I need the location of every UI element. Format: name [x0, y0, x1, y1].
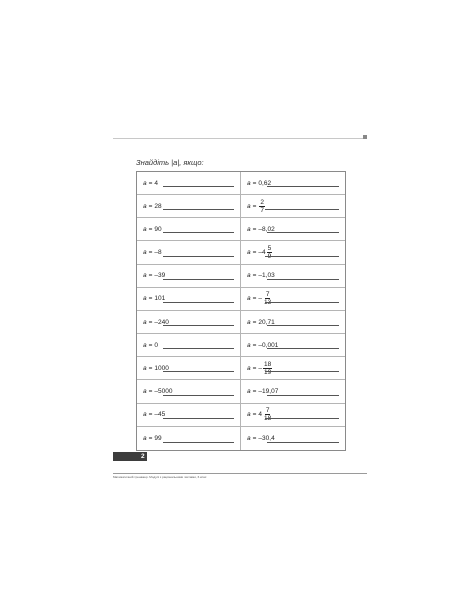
answer-blank[interactable] — [163, 442, 234, 443]
variable-label: a — [143, 364, 147, 372]
exercise-cell-right — [241, 404, 345, 427]
exercise-value: 20,71 — [258, 318, 275, 326]
exercise-cell-right — [241, 172, 345, 195]
exercise-cell-right — [241, 334, 345, 357]
fraction — [263, 407, 272, 422]
answer-blank[interactable] — [267, 186, 339, 187]
equals-sign: = — [148, 341, 153, 349]
exercise-value: –30,4 — [258, 434, 275, 442]
exercise-value: –39 — [154, 272, 166, 280]
fraction — [267, 245, 273, 260]
variable-label: a — [247, 225, 251, 233]
exercise-cell-left — [137, 380, 241, 403]
exercise-cell-left — [137, 311, 241, 334]
exercise-value: –4 — [258, 249, 266, 257]
instruction-suffix: , якщо: — [179, 158, 204, 167]
footer-text: Математичний тренажер. Модулі з раціональними числами, 6 клас — [113, 475, 207, 479]
exercise-cell-right — [241, 288, 345, 311]
equals-sign: = — [252, 364, 257, 372]
variable-label: a — [143, 318, 147, 326]
equals-sign: = — [252, 179, 257, 187]
variable-label: a — [143, 295, 147, 303]
exercise-cell-right — [241, 265, 345, 288]
fraction-denominator: 18 — [264, 415, 272, 423]
equals-sign: = — [148, 318, 153, 326]
exercise-expression — [247, 407, 272, 422]
equals-sign: = — [148, 295, 153, 303]
page-number: 2 — [141, 453, 145, 460]
variable-label: a — [247, 179, 251, 187]
answer-blank[interactable] — [163, 256, 234, 257]
equals-sign: = — [148, 249, 153, 257]
answer-blank[interactable] — [163, 302, 234, 303]
exercise-cell-right — [241, 357, 345, 380]
equals-sign: = — [252, 318, 257, 326]
answer-blank[interactable] — [265, 256, 339, 257]
exercise-value: 4 — [258, 411, 263, 419]
variable-label: a — [247, 249, 251, 257]
variable-label: a — [247, 411, 251, 419]
exercise-expression — [247, 361, 272, 376]
answer-blank[interactable] — [163, 209, 234, 210]
fraction-numerator: 5 — [267, 245, 272, 253]
exercise-value: –8 — [154, 249, 162, 257]
equals-sign: = — [252, 341, 257, 349]
fraction-denominator: 7 — [260, 206, 265, 214]
exercise-expression — [143, 249, 162, 256]
equals-sign: = — [148, 202, 153, 210]
variable-label: a — [143, 434, 147, 442]
variable-label: a — [143, 272, 147, 280]
task-instruction — [136, 158, 204, 167]
exercise-cell-right — [241, 380, 345, 403]
exercise-cell-left — [137, 334, 241, 357]
variable-label: a — [143, 179, 147, 187]
answer-blank[interactable] — [265, 418, 339, 419]
fraction-numerator: 2 — [260, 198, 265, 206]
exercise-value: 0,62 — [258, 179, 272, 187]
exercise-value: –0,001 — [258, 341, 279, 349]
exercise-expression — [247, 199, 265, 214]
equals-sign: = — [148, 179, 153, 187]
equals-sign: = — [252, 249, 257, 257]
exercise-expression — [143, 295, 165, 302]
fraction-denominator: 19 — [264, 368, 272, 376]
exercise-value: – — [258, 295, 263, 303]
variable-label: a — [247, 318, 251, 326]
exercise-expression — [143, 180, 158, 187]
exercise-expression — [247, 435, 275, 442]
answer-blank[interactable] — [163, 279, 234, 280]
exercise-value: –1,03 — [258, 272, 275, 280]
exercise-value: 4 — [154, 179, 159, 187]
exercise-cell-right — [241, 311, 345, 334]
equals-sign: = — [252, 388, 257, 396]
exercise-value: – — [258, 364, 263, 372]
answer-blank[interactable] — [163, 232, 234, 233]
variable-label: a — [247, 295, 251, 303]
exercise-cell-left — [137, 404, 241, 427]
exercise-value: 101 — [154, 295, 166, 303]
equals-sign: = — [148, 434, 153, 442]
exercise-value: 99 — [154, 434, 162, 442]
variable-label: a — [247, 202, 251, 210]
exercise-cell-left — [137, 288, 241, 311]
answer-blank[interactable] — [267, 395, 339, 396]
fraction — [259, 199, 265, 214]
exercise-cell-right — [241, 218, 345, 241]
exercise-cell-left — [137, 172, 241, 195]
answer-blank[interactable] — [265, 302, 339, 303]
exercise-expression — [143, 342, 158, 349]
exercise-expression — [143, 226, 162, 233]
instruction-abs-expression: |a| — [171, 158, 180, 167]
exercise-cell-right — [241, 195, 345, 218]
equals-sign: = — [252, 411, 257, 419]
exercise-value: –19,07 — [258, 388, 279, 396]
exercise-table — [136, 171, 346, 451]
variable-label: a — [143, 341, 147, 349]
answer-blank[interactable] — [163, 325, 234, 326]
equals-sign: = — [148, 388, 153, 396]
equals-sign: = — [148, 225, 153, 233]
equals-sign: = — [148, 364, 153, 372]
variable-label: a — [143, 388, 147, 396]
fraction-numerator: 18 — [264, 360, 272, 368]
exercise-expression — [143, 203, 162, 210]
equals-sign: = — [252, 225, 257, 233]
exercise-expression — [247, 245, 272, 260]
equals-sign: = — [252, 272, 257, 280]
answer-blank[interactable] — [265, 371, 339, 372]
fraction-numerator: 7 — [265, 407, 270, 415]
answer-blank[interactable] — [163, 371, 234, 372]
exercise-value: –5000 — [154, 388, 173, 396]
exercise-cell-left — [137, 241, 241, 264]
answer-blank[interactable] — [267, 232, 339, 233]
answer-blank[interactable] — [267, 279, 339, 280]
exercise-value: –45 — [154, 411, 166, 419]
equals-sign: = — [148, 272, 153, 280]
instruction-prefix: Знайдіть — [136, 158, 172, 167]
fraction-denominator: 13 — [264, 299, 272, 307]
fraction — [263, 361, 272, 376]
page-top-rule — [113, 138, 367, 139]
answer-blank[interactable] — [163, 418, 234, 419]
fraction-numerator: 7 — [265, 291, 270, 299]
variable-label: a — [247, 388, 251, 396]
answer-blank[interactable] — [267, 442, 339, 443]
exercise-value: 28 — [154, 202, 162, 210]
exercise-expression — [143, 435, 162, 442]
answer-blank[interactable] — [163, 186, 234, 187]
answer-blank[interactable] — [267, 348, 339, 349]
answer-blank[interactable] — [265, 209, 339, 210]
exercise-value: –8,02 — [258, 225, 275, 233]
answer-blank[interactable] — [267, 325, 339, 326]
equals-sign: = — [252, 434, 257, 442]
answer-blank[interactable] — [163, 395, 234, 396]
footer-rule — [113, 473, 367, 474]
variable-label: a — [143, 225, 147, 233]
variable-label: a — [143, 411, 147, 419]
answer-blank[interactable] — [163, 348, 234, 349]
exercise-cell-right — [241, 241, 345, 264]
exercise-expression — [247, 291, 272, 306]
variable-label: a — [143, 249, 147, 257]
variable-label: a — [247, 272, 251, 280]
variable-label: a — [247, 434, 251, 442]
corner-mark — [363, 135, 367, 139]
equals-sign: = — [252, 202, 257, 210]
variable-label: a — [247, 364, 251, 372]
exercise-cell-left — [137, 265, 241, 288]
fraction — [263, 291, 272, 306]
variable-label: a — [143, 202, 147, 210]
exercise-cell-right — [241, 427, 345, 450]
exercise-cell-left — [137, 427, 241, 450]
exercise-expression — [143, 411, 165, 418]
exercise-cell-left — [137, 357, 241, 380]
equals-sign: = — [148, 411, 153, 419]
exercise-value: 1000 — [154, 364, 169, 372]
equals-sign: = — [252, 295, 257, 303]
exercise-value: –240 — [154, 318, 169, 326]
exercise-value: 90 — [154, 225, 162, 233]
fraction-denominator: 9 — [267, 253, 272, 261]
exercise-cell-left — [137, 218, 241, 241]
exercise-value: 0 — [154, 341, 159, 349]
variable-label: a — [247, 341, 251, 349]
exercise-cell-left — [137, 195, 241, 218]
exercise-expression — [143, 272, 165, 279]
